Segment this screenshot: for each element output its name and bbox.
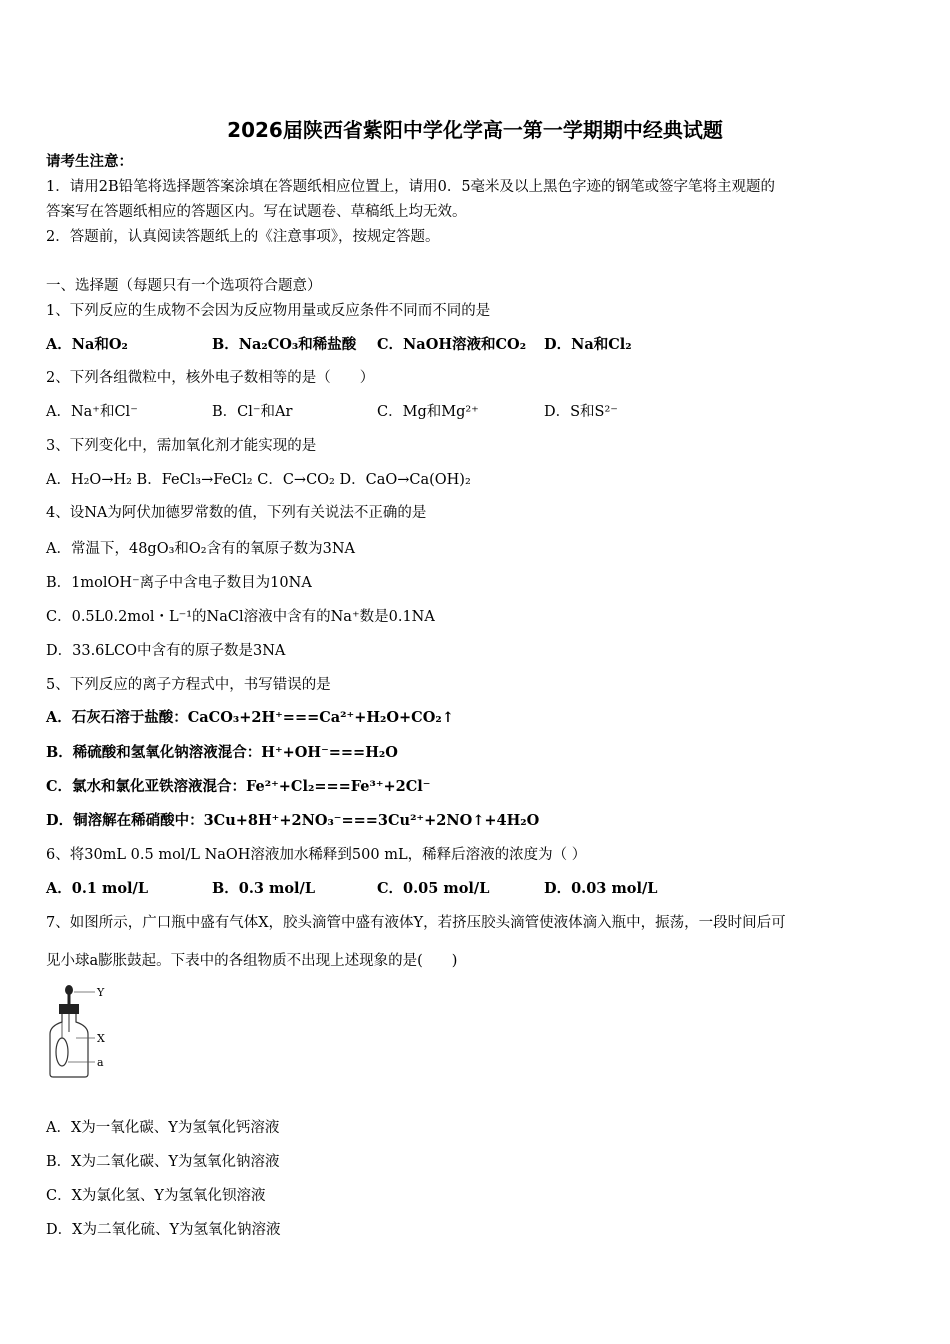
label-a: a [97, 1056, 104, 1069]
q2-option-c: C．Mg和Mg²⁺ [377, 404, 479, 420]
section-heading: 一、选择题（每题只有一个选项符合题意） [46, 278, 322, 294]
notice-item-1: 1．请用2B铅笔将选择题答案涂填在答题纸相应位置上，请用0．5毫米及以上黑色字迹的钢笔或签字笔将主观题的 [46, 179, 776, 195]
q2-option-b: B．Cl⁻和Ar [212, 404, 293, 420]
q6-option-c: C．0.05 mol/L [377, 880, 490, 897]
q5-option-a: A．石灰石溶于盐酸：CaCO₃+2H⁺===Ca²⁺+H₂O+CO₂↑ [46, 709, 454, 726]
q6-option-b: B．0.3 mol/L [212, 880, 316, 897]
q2-option-d: D．S和S²⁻ [544, 404, 618, 420]
q4-option-a: A．常温下，48gO₃和O₂含有的氧原子数为3NA [46, 541, 355, 557]
q1-option-c: C．NaOH溶液和CO₂ [377, 336, 527, 353]
notice-heading: 请考生注意： [46, 153, 133, 170]
notice-item-2: 2．答题前，认真阅读答题纸上的《注意事项》，按规定答题。 [46, 229, 440, 245]
q5-option-b: B．稀硫酸和氢氧化钠溶液混合：H⁺+OH⁻===H₂O [46, 744, 398, 761]
q7-option-a: A．X为一氧化碳、Y为氢氧化钙溶液 [46, 1120, 280, 1136]
q6-option-a: A．0.1 mol/L [46, 880, 149, 897]
label-x: X [97, 1032, 105, 1045]
q7-option-d: D．X为二氧化硫、Y为氢氧化钠溶液 [46, 1222, 281, 1238]
q7-option-c: C．X为氯化氢、Y为氢氧化钡溶液 [46, 1188, 266, 1204]
q7-option-b: B．X为二氧化碳、Y为氢氧化钠溶液 [46, 1154, 280, 1170]
q1-option-b: B．Na₂CO₃和稀盐酸 [212, 336, 357, 353]
q6-stem: 6、将30mL 0.5 mol/L NaOH溶液加水稀释到500 mL，稀释后溶液的浓度为（ ） [46, 847, 587, 863]
q5-option-d: D．铜溶解在稀硝酸中：3Cu+8H⁺+2NO₃⁻===3Cu²⁺+2NO↑+4H₂O [46, 812, 540, 829]
q4-stem: 4、设NA为阿伏加德罗常数的值，下列有关说法不正确的是 [46, 505, 427, 521]
notice-item-1-cont: 答案写在答题纸相应的答题区内。写在试题卷、草稿纸上均无效。 [46, 204, 467, 220]
q1-option-d: D．Na和Cl₂ [544, 336, 632, 353]
q4-option-d: D．33.6LCO中含有的原子数是3NA [46, 643, 286, 659]
q3-stem: 3、下列变化中，需加氧化剂才能实现的是 [46, 438, 317, 454]
q1-stem: 1、下列反应的生成物不会因为反应物用量或反应条件不同而不同的是 [46, 303, 491, 319]
q5-stem: 5、下列反应的离子方程式中，书写错误的是 [46, 677, 331, 693]
label-y: Y [97, 986, 105, 999]
q2-stem: 2、下列各组微粒中，核外电子数相等的是（ ） [46, 370, 375, 386]
q6-option-d: D．0.03 mol/L [544, 880, 658, 897]
q7-stem-cont: 见小球a膨胀鼓起。下表中的各组物质不出现上述现象的是( ) [46, 953, 458, 969]
exam-title: 2026届陕西省紫阳中学化学高一第一学期期中经典试题 [227, 118, 723, 142]
q1-option-a: A．Na和O₂ [46, 336, 128, 353]
q4-option-b: B．1molOH⁻离子中含电子数目为10NA [46, 575, 312, 591]
flask-dropper-diagram [40, 982, 120, 1082]
q4-option-c: C．0.5L0.2mol・L⁻¹的NaCl溶液中含有的Na⁺数是0.1NA [46, 609, 435, 625]
q2-option-a: A．Na⁺和Cl⁻ [46, 404, 138, 420]
q7-stem: 7、如图所示，广口瓶中盛有气体X，胶头滴管中盛有液体Y，若挤压胶头滴管使液体滴入瓶中，振荡，一段时间后可 [46, 915, 786, 931]
q5-option-c: C．氯水和氯化亚铁溶液混合：Fe²⁺+Cl₂===Fe³⁺+2Cl⁻ [46, 778, 431, 795]
q3-options: A．H₂O→H₂ B．FeCl₃→FeCl₂ C．C→CO₂ D．CaO→Ca(OH)₂ [46, 472, 471, 488]
